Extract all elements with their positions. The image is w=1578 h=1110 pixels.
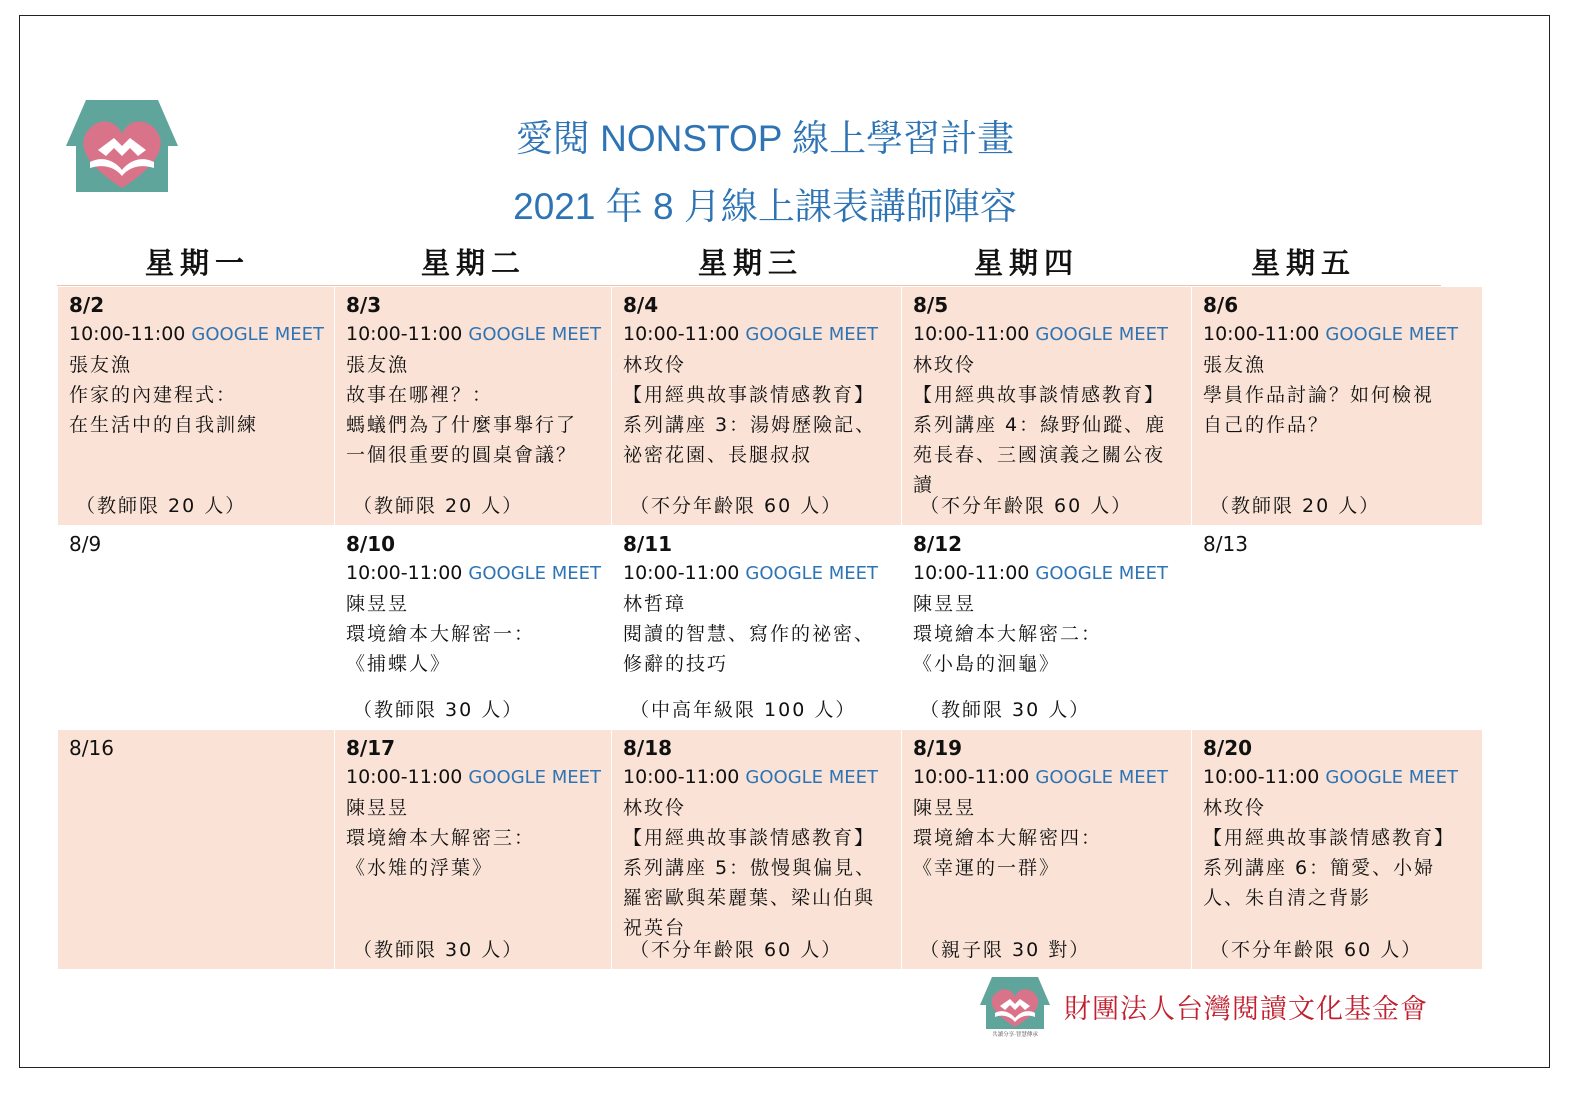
weekday-mon: 星期一 <box>145 246 251 280</box>
meeting-platform: GOOGLE MEET <box>745 767 879 788</box>
weekday-thu: 星期四 <box>974 246 1080 280</box>
page-subtitle: 2021 年 8 月線上課表講師陣容 <box>513 186 1017 227</box>
session-date: 8/5 <box>913 293 949 317</box>
session-date: 8/16 <box>69 736 114 760</box>
meeting-platform: GOOGLE MEET <box>1035 324 1169 345</box>
session-topic-line: 讀 <box>913 474 935 496</box>
schedule-cell <box>58 730 335 970</box>
session-topic-line: 【用經典故事談情感教育】 <box>913 384 1166 406</box>
session-time: 10:00-11:00 <box>623 766 740 788</box>
session-topic-line: 系列講座 3：湯姆歷險記、 <box>623 414 877 436</box>
organization-name: 財團法人台灣閱讀文化基金會 <box>1064 994 1428 1025</box>
meeting-platform: GOOGLE MEET <box>745 563 879 584</box>
teacher-name: 林玫伶 <box>1203 797 1267 819</box>
attendance-limit: （教師限 20 人） <box>1210 495 1381 517</box>
session-time-line <box>623 762 893 793</box>
session-topic-line: 【用經典故事談情感教育】 <box>623 827 876 849</box>
session-topic-line: 人、朱自清之背影 <box>1203 887 1372 909</box>
session-date: 8/12 <box>913 532 963 556</box>
schedule-cell <box>612 287 902 526</box>
session-time-line <box>913 762 1183 793</box>
session-topic-line: 環境繪本大解密四： <box>913 827 1103 849</box>
meeting-platform: GOOGLE MEET <box>468 563 602 584</box>
session-date: 8/17 <box>346 736 396 760</box>
teacher-name: 林哲璋 <box>623 593 687 615</box>
session-time: 10:00-11:00 <box>346 323 463 345</box>
attendance-limit: （教師限 30 人） <box>353 939 524 961</box>
teacher-name: 陳昱昱 <box>913 797 977 819</box>
session-date: 8/6 <box>1203 293 1239 317</box>
teacher-name: 張友漁 <box>1203 354 1267 376</box>
session-time-line <box>1203 762 1474 793</box>
session-date: 8/11 <box>623 532 673 556</box>
session-time-line <box>623 319 893 350</box>
schedule-cell <box>902 730 1192 970</box>
meeting-platform: GOOGLE MEET <box>745 324 879 345</box>
teacher-name: 陳昱昱 <box>913 593 977 615</box>
session-time-line <box>623 558 893 589</box>
session-time-line <box>69 319 326 350</box>
page-title: 愛閱 NONSTOP 線上學習計畫 <box>515 118 1015 159</box>
session-time-line <box>913 558 1183 589</box>
session-time: 10:00-11:00 <box>69 323 186 345</box>
meeting-platform: GOOGLE MEET <box>1325 324 1459 345</box>
session-topic-line: 螞蟻們為了什麼事舉行了 <box>346 414 578 436</box>
meeting-platform: GOOGLE MEET <box>1325 767 1459 788</box>
attendance-limit: （教師限 30 人） <box>353 699 524 721</box>
schedule-cell <box>335 526 612 730</box>
schedule-table <box>57 286 1483 970</box>
session-date: 8/18 <box>623 736 673 760</box>
schedule-cell <box>1192 730 1483 970</box>
session-topic-line: 系列講座 6：簡愛、小婦 <box>1203 857 1436 879</box>
session-time: 10:00-11:00 <box>346 562 463 584</box>
schedule-cell <box>902 287 1192 526</box>
session-topic-line: 《捕蝶人》 <box>346 653 452 675</box>
schedule-cell <box>1192 526 1483 730</box>
schedule-cell <box>58 526 335 730</box>
session-topic-line: 《水雉的浮葉》 <box>346 857 494 879</box>
schedule-week-row <box>58 526 1483 730</box>
teacher-name: 林玫伶 <box>913 354 977 376</box>
meeting-platform: GOOGLE MEET <box>1035 563 1169 584</box>
session-date: 8/2 <box>69 293 105 317</box>
session-topic-line: 苑長春、三國演義之關公夜 <box>913 444 1166 466</box>
session-time: 10:00-11:00 <box>913 562 1030 584</box>
attendance-limit: （不分年齡限 60 人） <box>1210 939 1423 961</box>
attendance-limit: （教師限 20 人） <box>76 495 247 517</box>
session-topic-line: 【用經典故事談情感教育】 <box>1203 827 1456 849</box>
session-topic-line: 【用經典故事談情感教育】 <box>623 384 876 406</box>
session-topic-line: 閱讀的智慧、寫作的祕密、 <box>623 623 876 645</box>
schedule-week-row <box>58 730 1483 970</box>
attendance-limit: （中高年級限 100 人） <box>630 699 857 721</box>
session-topic-line: 羅密歐與茱麗葉、梁山伯與 <box>623 887 876 909</box>
session-time: 10:00-11:00 <box>623 562 740 584</box>
session-topic-line: 學員作品討論？如何檢視 <box>1203 384 1435 406</box>
session-topic-line: 系列講座 4：綠野仙蹤、鹿 <box>913 414 1167 436</box>
weekday-wed: 星期三 <box>698 246 804 280</box>
session-date: 8/10 <box>346 532 396 556</box>
session-topic-line: 作家的內建程式： <box>69 384 238 406</box>
meeting-platform: GOOGLE MEET <box>1035 767 1169 788</box>
meeting-platform: GOOGLE MEET <box>191 324 325 345</box>
session-time-line <box>346 762 603 793</box>
session-time: 10:00-11:00 <box>1203 766 1320 788</box>
teacher-name: 張友漁 <box>69 354 133 376</box>
session-time: 10:00-11:00 <box>1203 323 1320 345</box>
teacher-name: 張友漁 <box>346 354 410 376</box>
weekday-header-row <box>57 241 1441 287</box>
teacher-name: 林玫伶 <box>623 797 687 819</box>
session-time-line <box>346 558 603 589</box>
attendance-limit: （教師限 20 人） <box>353 495 524 517</box>
session-topic-line: 祕密花園、長腿叔叔 <box>623 444 813 466</box>
attendance-limit: （親子限 30 對） <box>920 939 1091 961</box>
schedule-week-row <box>58 287 1483 526</box>
session-topic-line: 自己的作品？ <box>1203 414 1330 436</box>
attendance-limit: （不分年齡限 60 人） <box>920 495 1133 517</box>
session-topic-line: 環境繪本大解密一： <box>346 623 536 645</box>
attendance-limit: （不分年齡限 60 人） <box>630 495 843 517</box>
schedule-cell <box>335 730 612 970</box>
weekday-fri: 星期五 <box>1251 246 1357 280</box>
session-date: 8/4 <box>623 293 659 317</box>
teacher-name: 林玫伶 <box>623 354 687 376</box>
session-time-line <box>1203 319 1474 350</box>
session-date: 8/20 <box>1203 736 1253 760</box>
session-date: 8/3 <box>346 293 382 317</box>
footer-brand <box>980 975 1428 1037</box>
teacher-name: 陳昱昱 <box>346 593 410 615</box>
weekday-tue: 星期二 <box>421 246 527 280</box>
session-topic-line: 《小島的洄龜》 <box>913 653 1061 675</box>
session-time-line <box>346 319 603 350</box>
session-time: 10:00-11:00 <box>913 766 1030 788</box>
teacher-name: 陳昱昱 <box>346 797 410 819</box>
footer-logo <box>980 975 1050 1037</box>
session-topic-line: 《幸運的一群》 <box>913 857 1061 879</box>
meeting-platform: GOOGLE MEET <box>468 324 602 345</box>
session-topic-line: 修辭的技巧 <box>623 653 729 675</box>
meeting-platform: GOOGLE MEET <box>468 767 602 788</box>
session-topic-line: 環境繪本大解密二： <box>913 623 1103 645</box>
schedule-cell <box>335 287 612 526</box>
session-topic-line: 在生活中的自我訓練 <box>69 414 259 436</box>
schedule-cell <box>902 526 1192 730</box>
svg-text:共讀分享‧智慧傳承: 共讀分享‧智慧傳承 <box>992 1032 1038 1037</box>
session-topic-line: 故事在哪裡？： <box>346 384 494 406</box>
session-date: 8/19 <box>913 736 963 760</box>
schedule-cell <box>1192 287 1483 526</box>
attendance-limit: （不分年齡限 60 人） <box>630 939 843 961</box>
schedule-cell <box>612 730 902 970</box>
session-date: 8/9 <box>69 532 102 556</box>
session-topic-line: 一個很重要的圓桌會議？ <box>346 444 578 466</box>
session-time: 10:00-11:00 <box>346 766 463 788</box>
session-time: 10:00-11:00 <box>623 323 740 345</box>
schedule-cell <box>58 287 335 526</box>
session-date: 8/13 <box>1203 532 1248 556</box>
session-time: 10:00-11:00 <box>913 323 1030 345</box>
session-time-line <box>913 319 1183 350</box>
session-topic-line: 環境繪本大解密三： <box>346 827 536 849</box>
session-topic-line: 系列講座 5：傲慢與偏見、 <box>623 857 877 879</box>
attendance-limit: （教師限 30 人） <box>920 699 1091 721</box>
session-topic-line: 祝英台 <box>623 917 687 939</box>
schedule-cell <box>612 526 902 730</box>
